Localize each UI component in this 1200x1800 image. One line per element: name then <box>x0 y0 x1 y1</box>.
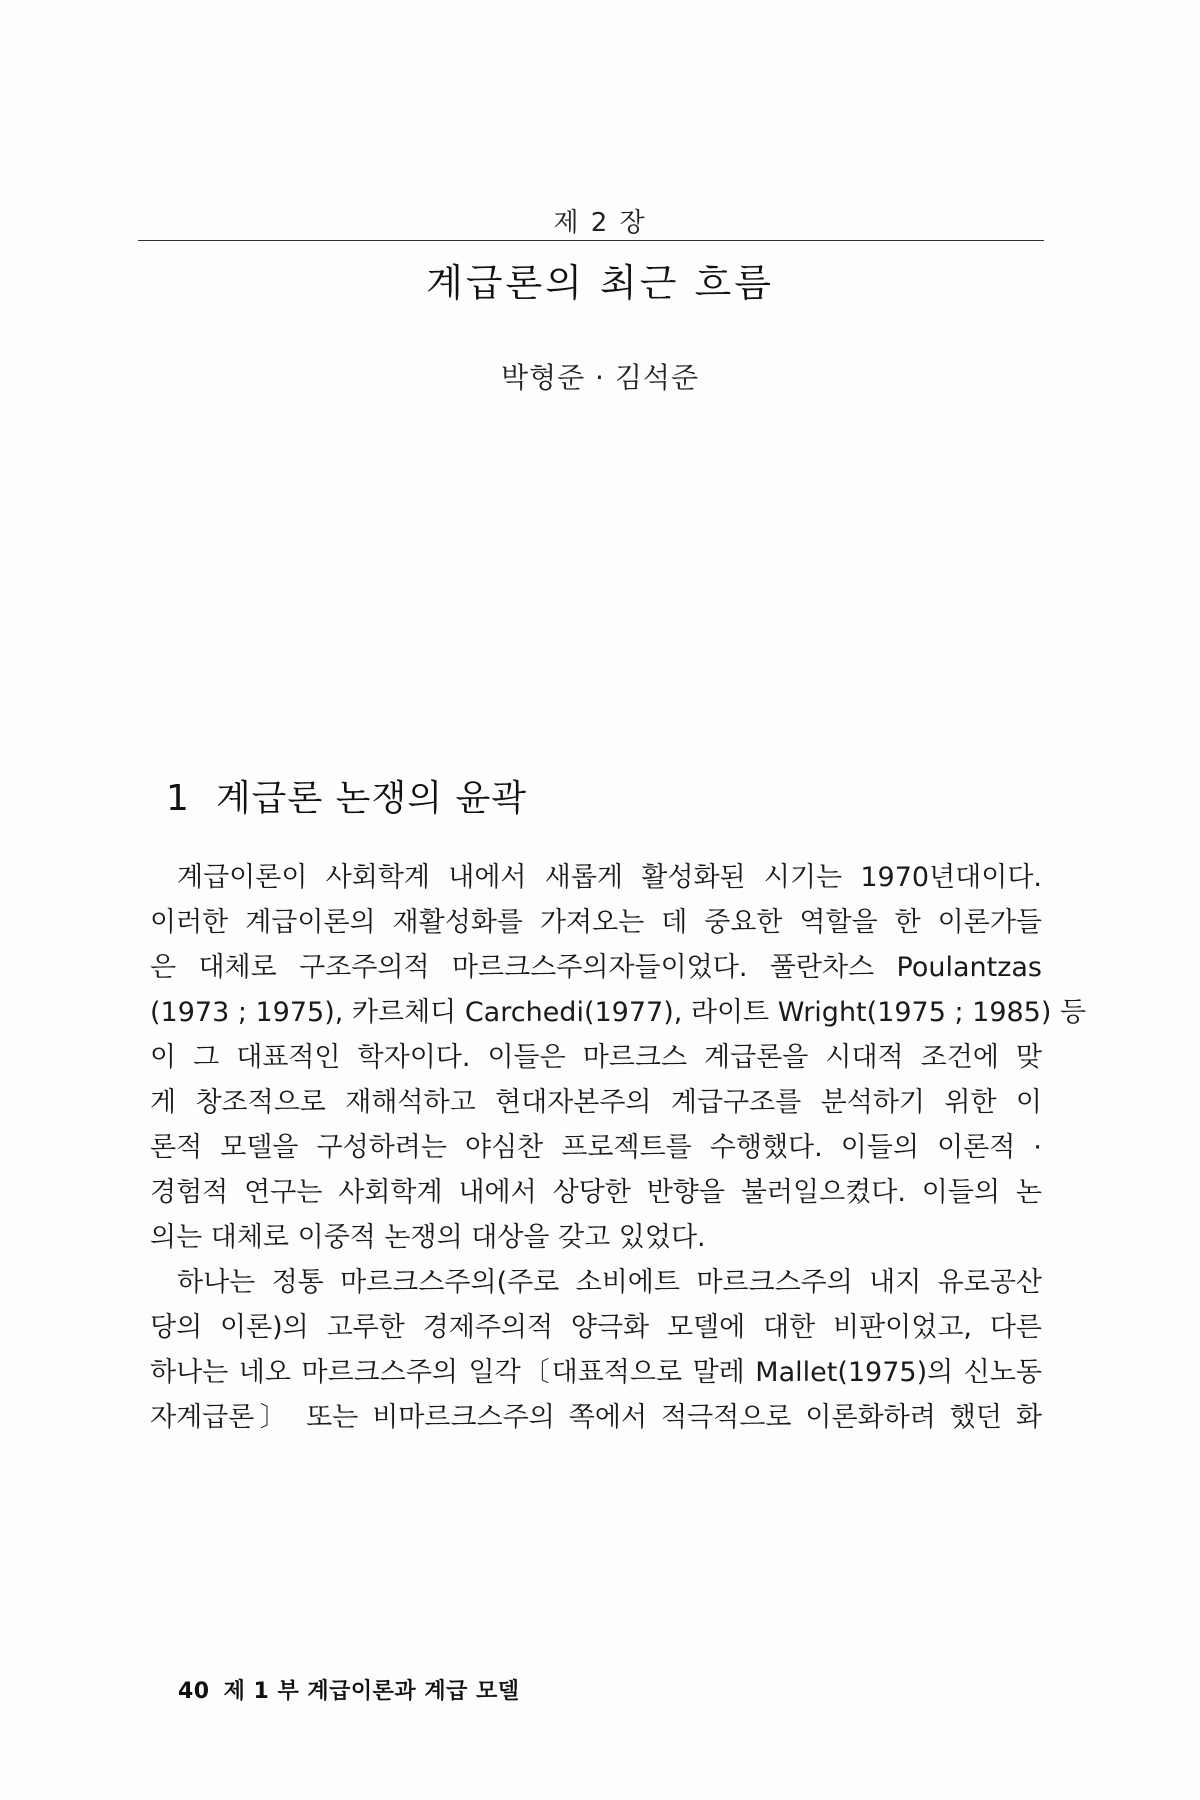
text-line: 자계급론〕 또는 비마르크스주의 쪽에서 적극적으로 이론화하려 했던 화 <box>150 1402 1042 1433</box>
text-line: 계급이론이 사회학계 내에서 새롭게 활성화된 시기는 1970년대이다. <box>177 862 1042 893</box>
chapter-title: 계급론의 최근 흐름 <box>426 261 774 305</box>
chapter-label: 제 2 장 <box>553 208 647 238</box>
text-line: 의는 대체로 이중적 논쟁의 대상을 갖고 있었다. <box>150 1222 706 1253</box>
page-footer <box>178 1674 520 1705</box>
text-line: 은 대체로 구조주의적 마르크스주의자들이었다. 풀란차스 Poulantzas <box>150 952 1042 983</box>
section-heading <box>166 770 527 821</box>
paragraph-2 <box>150 1260 1042 1440</box>
running-head: 제 1 부 계급이론과 계급 모델 <box>223 1679 520 1704</box>
body-text <box>150 855 1087 1440</box>
text-line: 게 창조적으로 재해석하고 현대자본주의 계급구조를 분석하기 위한 이 <box>150 1087 1042 1118</box>
text-line: 론적 모델을 구성하려는 야심찬 프로젝트를 수행했다. 이들의 이론적 · <box>150 1132 1042 1163</box>
page-number: 40 <box>178 1679 210 1704</box>
text-line: (1973 ; 1975), 카르체디 Carchedi(1977), 라이트 Wright(1975 ; 1985) 등 <box>150 997 1087 1028</box>
section-title: 계급론 논쟁의 윤곽 <box>215 778 528 819</box>
text-line: 하나는 네오 마르크스주의 일각〔대표적으로 말레 Mallet(1975)의 신노동 <box>150 1357 1042 1388</box>
text-line: 이 그 대표적인 학자이다. 이들은 마르크스 계급론을 시대적 조건에 맞 <box>150 1042 1042 1073</box>
text-line: 하나는 정통 마르크스주의(주로 소비에트 마르크스주의 내지 유로공산 <box>177 1267 1042 1298</box>
section-number: 1 <box>166 778 190 819</box>
text-line: 당의 이론)의 고루한 경제주의적 양극화 모델에 대한 비판이었고, 다른 <box>150 1312 1042 1343</box>
text-line: 경험적 연구는 사회학계 내에서 상당한 반향을 불러일으켰다. 이들의 논 <box>150 1177 1042 1208</box>
chapter-divider <box>138 240 1044 241</box>
paragraph-1 <box>150 855 1087 1260</box>
chapter-authors: 박형준 · 김석준 <box>501 361 699 394</box>
text-line: 이러한 계급이론의 재활성화를 가져오는 데 중요한 역할을 한 이론가들 <box>150 907 1042 938</box>
